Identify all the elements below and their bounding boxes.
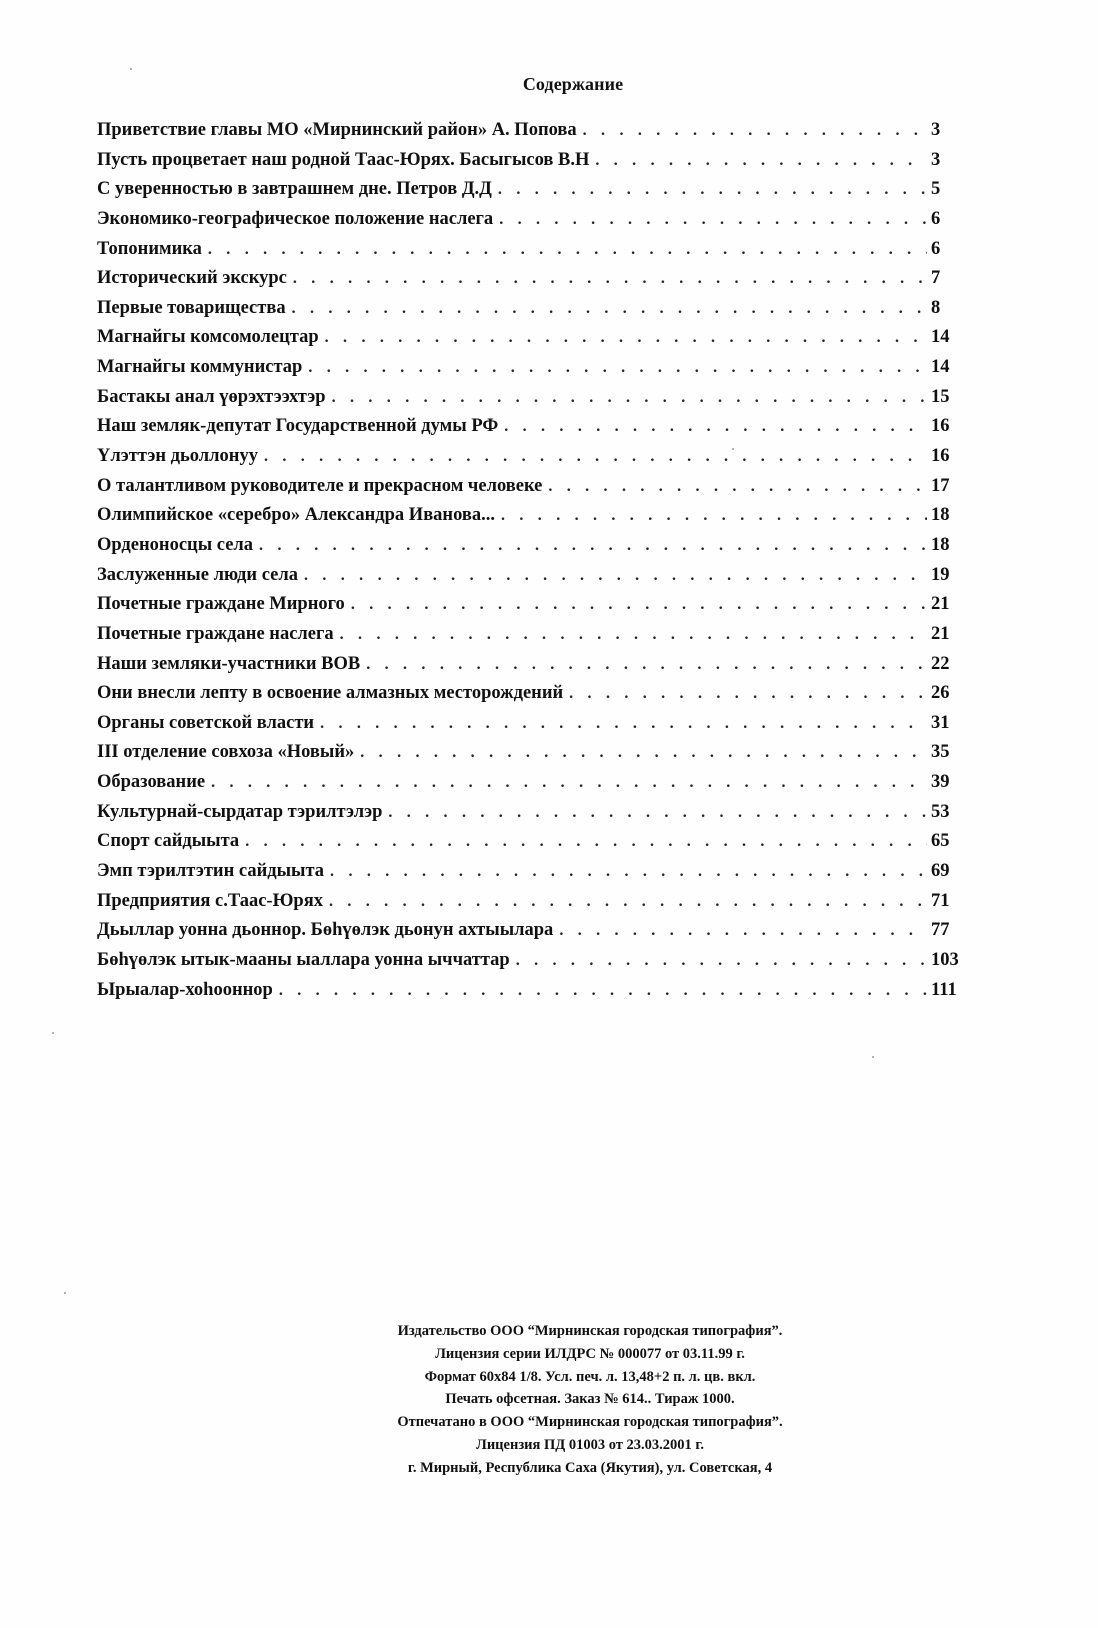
table-of-contents [97, 120, 967, 1009]
dot-leader [325, 329, 927, 347]
toc-entry-title: Образование [97, 772, 206, 793]
toc-entry-title: III отделение совхоза «Новый» [97, 742, 355, 763]
toc-entry-page: 22 [931, 653, 950, 674]
toc-entry-title: О талантливом руководителе и прекрасном человеке [97, 475, 543, 496]
toc-entry-page: 16 [931, 446, 950, 467]
toc-entry-title: Предприятия с.Таас-Юрях [97, 890, 323, 911]
toc-entry [97, 624, 967, 654]
toc-entry [97, 950, 967, 980]
dot-leader [259, 537, 927, 555]
toc-entry-page: 35 [931, 742, 950, 763]
toc-entry [97, 654, 967, 684]
toc-entry-title: Орденоносцы села [97, 534, 254, 555]
toc-entry-title: Первые товарищества [97, 297, 286, 318]
toc-entry [97, 476, 967, 506]
toc-entry-title: Заслуженные люди села [97, 564, 298, 585]
imprint-line: Издательство ООО “Мирнинская городская типография”. [397, 1323, 783, 1339]
dot-leader [548, 478, 927, 496]
toc-entry [97, 980, 967, 1010]
toc-entry-page: 39 [931, 772, 950, 793]
scan-speck [52, 1032, 54, 1034]
toc-entry-page: 65 [931, 831, 950, 852]
dot-leader [245, 833, 927, 851]
toc-entry-page: 17 [931, 475, 950, 496]
dot-leader [329, 893, 927, 911]
toc-entry-page: 5 [931, 179, 941, 200]
dot-leader [264, 448, 927, 466]
dot-leader [569, 685, 927, 703]
dot-leader [308, 359, 927, 377]
dot-leader [332, 389, 927, 407]
toc-entry-title: Магнайгы коммунистар [97, 357, 303, 378]
dot-leader [498, 181, 927, 199]
toc-entry [97, 920, 967, 950]
dot-leader [504, 418, 927, 436]
toc-entry-page: 71 [931, 890, 950, 911]
toc-entry-title: Почетные граждане Мирного [97, 594, 345, 615]
toc-entry-title: Органы советской власти [97, 712, 315, 733]
toc-entry [97, 416, 967, 446]
toc-entry [97, 505, 967, 535]
toc-entry [97, 120, 967, 150]
toc-entry-title: Үлэттэн дьоллонуу [97, 446, 258, 467]
toc-entry-page: 77 [931, 920, 950, 941]
toc-entry [97, 357, 967, 387]
toc-entry-page: 18 [931, 505, 950, 526]
dot-leader [583, 122, 927, 140]
toc-entry [97, 713, 967, 743]
toc-entry [97, 535, 967, 565]
toc-entry-page: 18 [931, 534, 950, 555]
toc-entry-title: Исторический экскурс [97, 268, 287, 289]
imprint-line: Формат 60x84 1/8. Усл. печ. л. 13,48+2 п. л. цв. вкл. [424, 1368, 756, 1385]
dot-leader [292, 300, 927, 318]
toc-entry-title: Они внесли лепту в освоение алмазных месторождений [97, 683, 564, 704]
imprint-line: Отпечатано в ООО “Мирнинская городская типография”. [397, 1414, 783, 1431]
toc-entry [97, 268, 967, 298]
dot-leader [304, 567, 927, 585]
toc-entry-page: 69 [931, 861, 950, 882]
toc-entry-page: 16 [931, 416, 950, 437]
toc-entry [97, 565, 967, 595]
dot-leader [330, 863, 927, 881]
toc-entry-title: Приветствие главы МО «Мирнинский район» А. Попова [97, 120, 577, 140]
toc-entry [97, 802, 967, 832]
toc-entry-title: Бастакы анал үөрэхтээхтэр [97, 386, 326, 407]
toc-entry-page: 15 [931, 386, 950, 407]
toc-entry-page: 111 [931, 979, 957, 1000]
toc-entry [97, 861, 967, 891]
toc-entry [97, 831, 967, 861]
toc-entry [97, 239, 967, 269]
toc-entry-title: Эмп тэрилтэтин сайдыыта [97, 861, 325, 882]
dot-leader [366, 656, 927, 674]
dot-leader [340, 626, 927, 644]
toc-entry [97, 891, 967, 921]
dot-leader [208, 241, 927, 259]
toc-entry-title: Экономико-географическое положение наслега [97, 208, 494, 229]
dot-leader [360, 744, 927, 762]
toc-entry-page: 14 [931, 357, 950, 378]
toc-entry-page: 14 [931, 327, 950, 348]
toc-entry-title: Культурнай-сырдатар тэрилтэлэр [97, 801, 383, 822]
scan-speck [872, 1056, 874, 1058]
toc-entry-title: С уверенностью в завтрашнем дне. Петров Д.Д [97, 179, 492, 200]
toc-entry-page: 7 [931, 268, 941, 289]
toc-entry [97, 387, 967, 417]
toc-title: Содержание [522, 74, 624, 94]
toc-entry-page: 3 [931, 149, 941, 170]
dot-leader [388, 804, 927, 822]
toc-entry [97, 298, 967, 328]
dot-leader [501, 507, 927, 525]
dot-leader [211, 774, 927, 792]
toc-entry-title: Наши земляки-участники ВОВ [97, 653, 361, 674]
toc-entry-page: 103 [931, 949, 959, 970]
toc-entry-page: 19 [931, 564, 950, 585]
imprint-line: Лицензия серии ИЛДРС № 000077 от 03.11.99 г. [435, 1345, 745, 1362]
toc-entry-title: Топонимика [97, 238, 202, 259]
toc-entry-title: Дьыллар уонна дьоннор. Бөһүөлэк дьонун ахтыылара [97, 920, 554, 941]
toc-entry-title: Ырыалар-хоһооннор [97, 979, 273, 1000]
toc-entry [97, 209, 967, 239]
toc-entry-title: Наш земляк-депутат Государственной думы РФ [97, 416, 499, 437]
toc-entry-page: 21 [931, 594, 950, 615]
imprint-line: Лицензия ПД 01003 от 23.03.2001 г. [476, 1436, 704, 1453]
toc-entry-page: 6 [931, 238, 941, 259]
dot-leader [516, 952, 927, 970]
toc-entry-title: Спорт сайдыыта [97, 831, 240, 852]
toc-entry-title: Олимпийское «серебро» Александра Иванова... [97, 505, 495, 526]
imprint-line: Печать офсетная. Заказ № 614.. Тираж 1000. [445, 1391, 735, 1408]
toc-entry-page: 26 [931, 683, 950, 704]
toc-entry [97, 179, 967, 209]
imprint-line: г. Мирный, Республика Саха (Якутия), ул. Советская, 4 [407, 1459, 773, 1476]
toc-entry-page: 8 [931, 297, 941, 318]
toc-entry [97, 327, 967, 357]
toc-entry [97, 594, 967, 624]
dot-leader [595, 152, 927, 170]
scan-speck [64, 1292, 66, 1294]
dot-leader [499, 211, 927, 229]
toc-entry [97, 683, 967, 713]
toc-entry-page: 31 [931, 712, 950, 733]
toc-entry [97, 742, 967, 772]
publisher-imprint [300, 1320, 880, 1480]
toc-entry [97, 446, 967, 476]
scan-speck [732, 448, 734, 450]
toc-entry-page: 21 [931, 623, 950, 644]
toc-entry-page: 53 [931, 801, 950, 822]
toc-entry-title: Пусть процветает наш родной Таас-Юрях. Басыгысов В.Н [97, 149, 590, 170]
toc-entry-title: Бөһүөлэк ытык-мааны ыаллара уонна ыччаттар [97, 949, 510, 970]
dot-leader [293, 270, 927, 288]
dot-leader [559, 922, 927, 940]
toc-entry [97, 772, 967, 802]
toc-entry [97, 150, 967, 180]
dot-leader [351, 596, 927, 614]
dot-leader [279, 982, 927, 1000]
toc-entry-title: Магнайгы комсомолецтар [97, 327, 319, 348]
toc-entry-title: Почетные граждане наслега [97, 623, 334, 644]
toc-entry-page: 6 [931, 208, 941, 229]
scan-speck [130, 68, 132, 70]
dot-leader [320, 715, 927, 733]
toc-entry-page: 3 [931, 120, 941, 140]
